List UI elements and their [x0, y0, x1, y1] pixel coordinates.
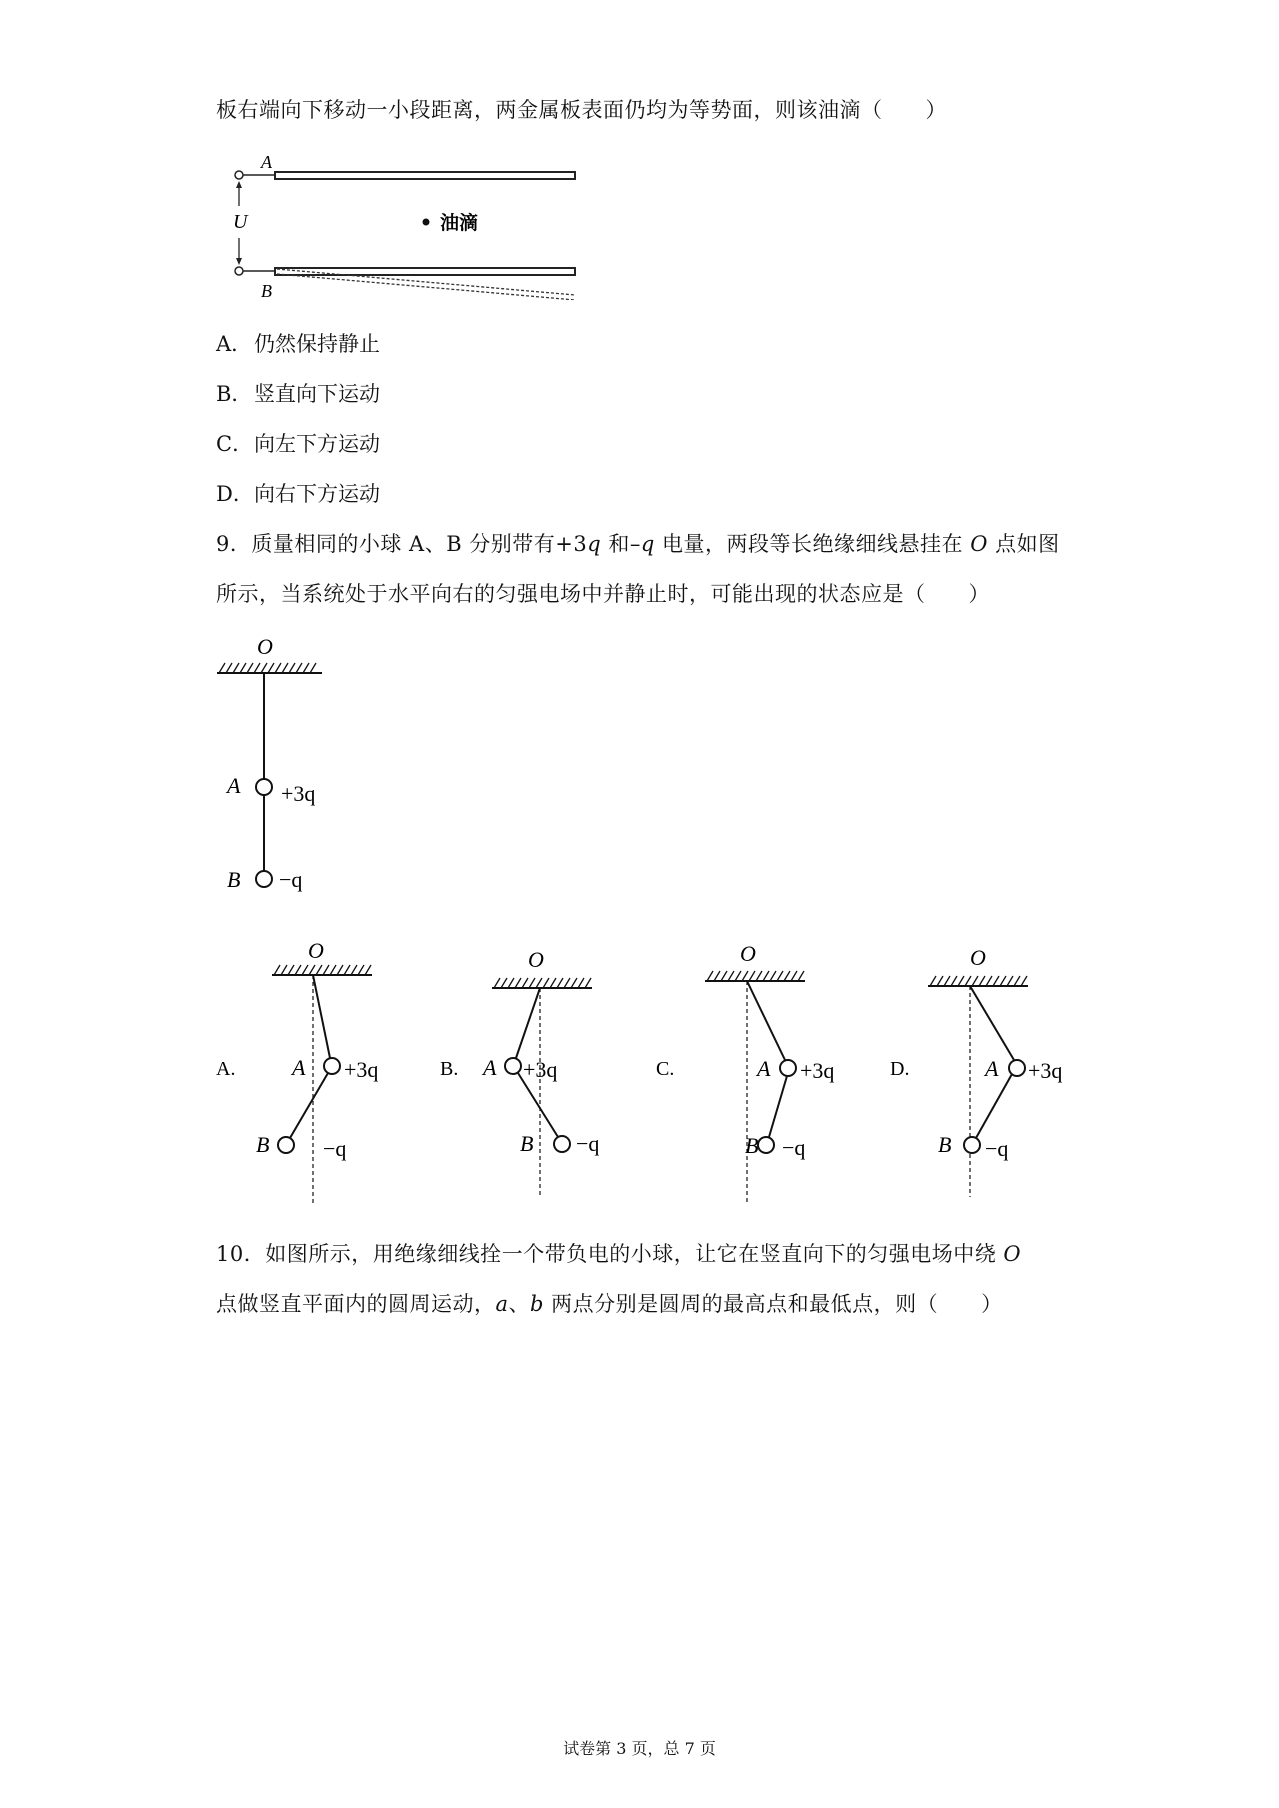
q9-stem-line1	[216, 528, 1060, 558]
choice-b-letter: B.	[440, 1058, 459, 1080]
option-letter: C．	[216, 432, 254, 456]
ball-a	[256, 779, 272, 795]
option-text: 仍然保持静止	[254, 332, 380, 356]
choice-c-thread-oa	[747, 981, 785, 1060]
choice-b-ball-b	[554, 1136, 570, 1152]
choice-d-ball-a	[1009, 1060, 1025, 1076]
label-u: U	[233, 211, 248, 233]
choice-d-label-a: A	[985, 1056, 999, 1081]
choice-c-o: O	[740, 941, 756, 966]
choice-b-label-a: A	[483, 1055, 497, 1080]
choice-a-charge-b: −q	[323, 1136, 347, 1161]
choice-d-charge-a: +3q	[1028, 1058, 1063, 1083]
choice-c-ball-b	[758, 1137, 774, 1153]
terminal-a	[235, 171, 243, 179]
q8-option-b[interactable]	[216, 378, 380, 408]
choice-c-label-b: B	[745, 1133, 759, 1158]
option-text: 向左下方运动	[254, 432, 380, 456]
option-letter: B．	[216, 382, 253, 406]
option-text: 竖直向下运动	[254, 382, 380, 406]
ceiling-hatch	[219, 663, 316, 673]
option-letter: A．	[216, 332, 253, 356]
label-b: B	[227, 867, 241, 892]
choice-a-ball-b	[278, 1137, 294, 1153]
q8-option-c[interactable]	[216, 428, 380, 458]
ball-b	[256, 871, 272, 887]
q9-stem-line2: 所示，当系统处于水平向右的匀强电场中并静止时，可能出现的状态应是（ ）	[216, 582, 990, 606]
point-o: O	[257, 634, 273, 659]
choice-b-figure[interactable]	[440, 947, 599, 1197]
page-footer: 试卷第 3 页，总 7 页	[563, 1739, 716, 1758]
choice-b-charge-b: −q	[576, 1131, 600, 1156]
q8-option-d[interactable]	[216, 478, 380, 508]
choice-d-letter: D.	[890, 1058, 910, 1080]
q8-option-a[interactable]	[216, 328, 380, 358]
q9-text-3: 电量，两段等长绝缘细线悬挂在	[654, 532, 971, 556]
option-text: 向右下方运动	[254, 482, 380, 506]
choice-b-label-b: B	[520, 1131, 534, 1156]
choice-d-charge-b: −q	[985, 1136, 1009, 1161]
choice-c-figure[interactable]	[656, 941, 834, 1205]
plate-b-moved-bottom	[277, 274, 575, 300]
plate-a	[275, 172, 575, 179]
choice-a-thread-ab	[290, 1073, 328, 1138]
choice-d-thread-ab	[976, 1074, 1012, 1138]
oil-droplet	[423, 219, 430, 226]
plate-b-moved-top	[277, 269, 575, 295]
q9-text-1: 9．质量相同的小球 A、B 分别带有+3	[216, 532, 588, 556]
choice-c-letter: C.	[656, 1058, 675, 1080]
choice-a-thread-oa	[313, 975, 330, 1058]
choice-b-o: O	[528, 947, 544, 972]
q10-text-1: 10．如图所示，用绝缘细线拴一个带负电的小球，让它在竖直向下的匀强电场中绕	[216, 1242, 1004, 1266]
choice-b-thread-ab	[518, 1073, 558, 1137]
q8-capacitor-figure	[225, 150, 605, 300]
q10-text-2: 点做竖直平面内的圆周运动，	[216, 1292, 496, 1316]
q9-o-var: O	[970, 532, 988, 556]
label-a: A	[261, 152, 272, 172]
label-a: A	[227, 773, 241, 798]
choice-b-thread-oa	[516, 988, 540, 1058]
q10-sep: 、	[508, 1292, 531, 1316]
q10-stem-line1	[216, 1238, 1021, 1268]
choice-c-charge-a: +3q	[800, 1058, 835, 1083]
q9-q-var-2: q	[640, 532, 655, 556]
q10-text-3: 两点分别是圆周的最高点和最低点，则（ ）	[543, 1292, 1003, 1316]
choice-a-label-a: A	[292, 1055, 306, 1080]
choice-d-figure[interactable]	[890, 945, 1062, 1197]
choice-d-thread-oa	[970, 986, 1014, 1060]
q9-main-figure	[205, 630, 405, 910]
choice-d-label-b: B	[938, 1132, 952, 1157]
choice-a-figure[interactable]	[216, 938, 378, 1205]
plate-b	[275, 268, 575, 275]
choice-d-ball-b	[964, 1137, 980, 1153]
terminal-b	[235, 267, 243, 275]
choice-c-thread-ab	[769, 1076, 787, 1137]
option-letter: D．	[216, 482, 254, 506]
q10-a-var: a	[495, 1292, 509, 1316]
label-b: B	[261, 281, 272, 300]
choice-c-label-a: A	[757, 1056, 771, 1081]
arrow-down-head	[236, 258, 242, 265]
choice-a-label-b: B	[256, 1132, 270, 1157]
choice-c-ball-a	[780, 1060, 796, 1076]
choice-b-charge-a: +3q	[523, 1057, 558, 1082]
q8-stem-tail: 板右端向下移动一小段距离，两金属板表面仍均为等势面，则该油滴（ ）	[216, 98, 947, 122]
q10-b-var: b	[530, 1292, 544, 1316]
choice-d-o: O	[970, 945, 986, 970]
arrow-up-head	[236, 181, 242, 188]
q9-q-var-1: q	[587, 532, 602, 556]
choice-b-ball-a	[505, 1058, 521, 1074]
charge-a: +3q	[281, 781, 316, 806]
q10-stem-line2	[216, 1288, 1003, 1318]
choice-a-ball-a	[324, 1058, 340, 1074]
choice-a-letter: A.	[216, 1058, 236, 1080]
q9-text-4: 点如图	[987, 532, 1060, 556]
q10-o-var: O	[1003, 1242, 1022, 1266]
q9-text-2: 和–	[601, 532, 641, 556]
choice-a-charge-a: +3q	[344, 1057, 379, 1082]
charge-b: −q	[279, 867, 303, 892]
choice-c-charge-b: −q	[782, 1135, 806, 1160]
choice-a-o: O	[308, 938, 324, 963]
droplet-label: 油滴	[440, 213, 479, 234]
q9-choices-figure	[180, 925, 1279, 1205]
